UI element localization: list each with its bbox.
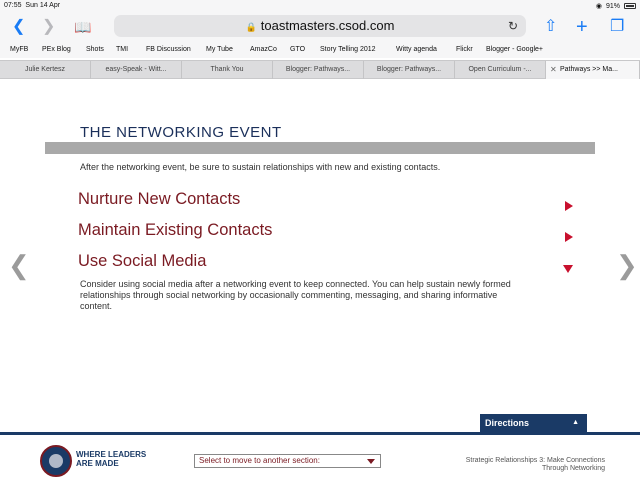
share-icon[interactable]: ⇧ <box>544 18 558 35</box>
accordion-nurture-new-contacts[interactable]: Nurture New Contacts <box>78 190 241 208</box>
status-bar <box>0 0 640 12</box>
forward-icon[interactable]: ❯ <box>42 18 56 35</box>
social-media-text: Consider using social media after a networking event to keep connected. You can help sustain newly formed relationships through social networking by occasionally commenting, messaging, and sharing informative content. <box>80 279 511 311</box>
bookmark-item[interactable]: FB Discussion <box>146 46 191 53</box>
status-time-date: 07:55 Sun 14 Apr <box>4 2 61 9</box>
url-text: toastmasters.csod.com <box>260 18 395 33</box>
bookmark-item[interactable]: MyFB <box>10 46 29 53</box>
intro-text: After the networking event, be sure to sustain relationships with new and existing contacts. <box>80 162 441 172</box>
reload-icon[interactable]: ↻ <box>507 19 518 33</box>
bookmark-item[interactable]: My Tube <box>206 46 233 53</box>
browser-tab-active[interactable] <box>546 61 640 79</box>
bookmark-item[interactable]: Blogger - Google+ <box>486 46 544 53</box>
close-tab-icon[interactable]: ✕ <box>550 65 557 74</box>
accordion-use-social-media[interactable]: Use Social Media <box>78 252 207 270</box>
bookmark-item[interactable]: GTO <box>290 46 306 53</box>
bookmarks-book-icon[interactable]: 📖 <box>74 19 92 35</box>
directions-button[interactable] <box>480 414 587 432</box>
slogan: WHERE LEADERS ARE MADE <box>76 450 147 468</box>
footer <box>0 432 640 480</box>
page-title: THE NETWORKING EVENT <box>80 124 282 141</box>
directions-label: Directions <box>485 418 530 428</box>
bookmark-item[interactable]: Flickr <box>456 46 473 53</box>
status-indicators <box>596 2 636 10</box>
bookmark-item[interactable]: Witty agenda <box>396 46 437 53</box>
lock-icon: 🔒 <box>245 22 257 32</box>
wifi-icon: ◉ <box>595 3 602 10</box>
bookmark-item[interactable]: Story Telling 2012 <box>320 46 376 53</box>
bookmark-item[interactable]: AmazCo <box>250 46 277 53</box>
collapse-arrow-icon[interactable] <box>563 265 573 273</box>
toastmasters-logo <box>40 445 72 477</box>
accordion-maintain-existing-contacts[interactable]: Maintain Existing Contacts <box>78 221 273 239</box>
new-tab-icon[interactable]: + <box>576 16 588 38</box>
section-select-label: Select to move to another section: <box>199 456 320 465</box>
bookmark-item[interactable]: Shots <box>86 46 104 53</box>
bookmark-item[interactable]: TMI <box>116 46 129 53</box>
title-divider <box>45 142 595 154</box>
browser-tab[interactable]: Blogger: Pathways... <box>273 61 364 79</box>
section-select[interactable] <box>194 454 381 468</box>
browser-tab[interactable]: Blogger: Pathways... <box>364 61 455 79</box>
active-tab-label: Pathways >> Ma... <box>560 66 618 73</box>
browser-tab[interactable]: Open Curriculum -... <box>455 61 546 79</box>
bookmarks-bar <box>0 42 640 58</box>
back-icon[interactable]: ❮ <box>12 18 26 35</box>
browser-tab[interactable]: easy-Speak - Witt... <box>91 61 182 79</box>
battery-percent: 91% <box>605 2 620 10</box>
expand-arrow-icon[interactable] <box>565 201 573 211</box>
next-page-icon[interactable]: ❯ <box>616 250 638 280</box>
battery-icon <box>624 3 636 9</box>
chevron-down-icon <box>367 459 375 464</box>
address-bar[interactable] <box>114 15 526 37</box>
previous-page-icon[interactable]: ❮ <box>8 250 30 280</box>
tabs-overview-icon[interactable]: ❐ <box>610 18 625 35</box>
bookmark-item[interactable]: PEx Blog <box>42 46 71 53</box>
lesson-page <box>0 80 640 432</box>
browser-toolbar <box>0 12 640 42</box>
tab-strip <box>0 60 640 79</box>
browser-tab[interactable]: Julie Kertesz <box>0 61 91 79</box>
chevron-up-icon: ▲ <box>572 419 579 426</box>
course-title: Strategic Relationships 3: Make Connections Through Networking <box>465 457 605 472</box>
expand-arrow-icon[interactable] <box>565 232 573 242</box>
browser-tab[interactable]: Thank You <box>182 61 273 79</box>
